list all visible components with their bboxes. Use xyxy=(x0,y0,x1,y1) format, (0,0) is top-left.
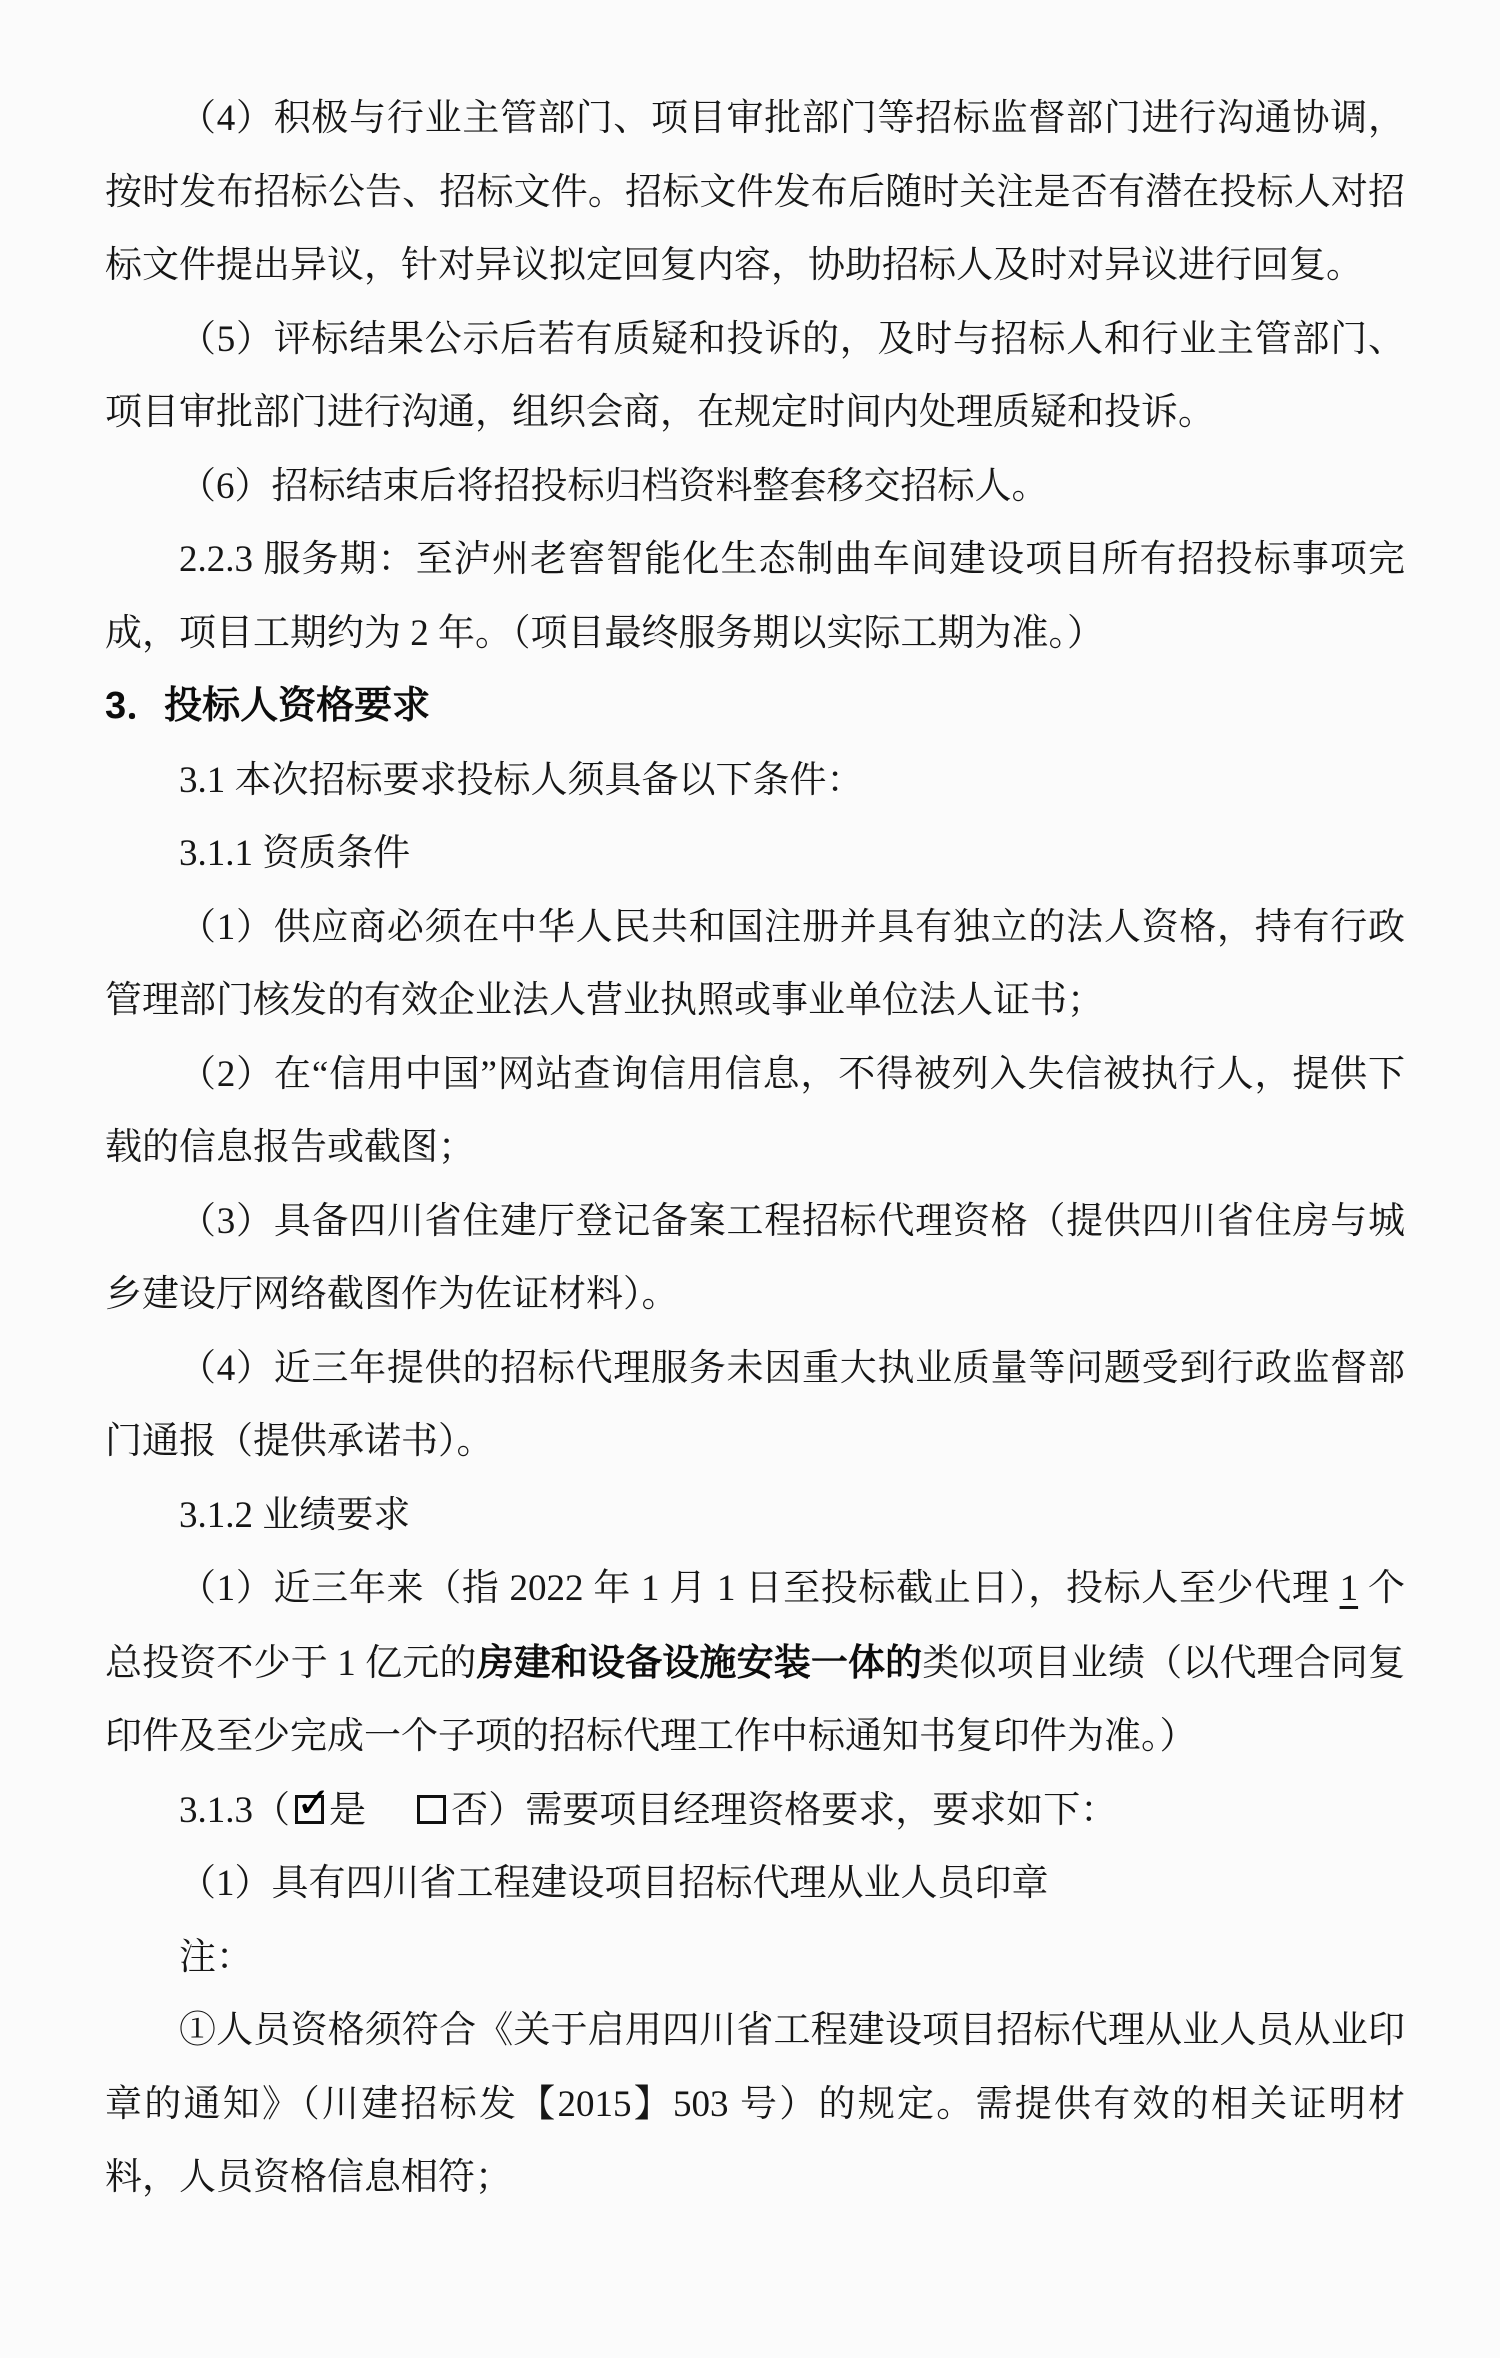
text-run: 3.1.3（ xyxy=(179,1789,290,1831)
paragraph xyxy=(105,1185,1405,1332)
text-run: ①人员资格须符合《关于启用四川省工程建设项目招标代理从业人员从业印章的通知》（川建招标发【2015】503 号）的规定。需提供有效的相关证明材料，人员资格信息相符； xyxy=(105,2010,1405,2198)
text-run: 3.1 本次招标要求投标人须具备以下条件： xyxy=(179,759,864,801)
paragraph xyxy=(105,1479,1405,1553)
section-heading xyxy=(105,670,1405,744)
text-run: （1）具有四川省工程建设项目招标代理从业人员印章 xyxy=(179,1863,1049,1904)
text-run: （5）评标结果公示后若有质疑和投诉的，及时与招标人和行业主管部门、项目审批部门进行沟通，组织会商，在规定时间内处理质疑和投诉。 xyxy=(105,318,1405,433)
paragraph xyxy=(105,1774,1405,1848)
text-run: 3.1.2 业绩要求 xyxy=(179,1494,411,1536)
text-run: （4）积极与行业主管部门、项目审批部门等招标监督部门进行沟通协调，按时发布招标公告、招标文件。招标文件发布后随时关注是否有潜在投标人对招标文件提出异议，针对异议拟定回复内容，协助招标人及时对异议进行回复。 xyxy=(105,98,1405,286)
text-run: （3）具备四川省住建厅登记备案工程招标代理资格（提供四川省住房与城乡建设厅网络截图作为佐证材料）。 xyxy=(105,1200,1405,1315)
paragraph xyxy=(105,1332,1405,1479)
paragraph xyxy=(105,1994,1405,2215)
underlined-text-run: 1 xyxy=(1339,1568,1359,1609)
paragraph xyxy=(105,817,1405,891)
document-body xyxy=(105,82,1405,2215)
paragraph xyxy=(105,744,1405,818)
paragraph xyxy=(105,523,1405,670)
text-run: （2）在“信用中国”网站查询信用信息，不得被列入失信被执行人，提供下载的信息报告或截图； xyxy=(105,1053,1405,1168)
paragraph xyxy=(105,303,1405,450)
text-run: 个总投资不少于 1 亿元的 xyxy=(105,1568,1405,1684)
text-run: （1）近三年来（指 2022 年 1 月 1 日至投标截止日），投标人至少代理 xyxy=(179,1568,1340,1609)
text-run: 是 xyxy=(329,1789,413,1831)
text-run: （1）供应商必须在中华人民共和国注册并具有独立的法人资格，持有行政管理部门核发的有效企业法人营业执照或事业单位法人证书； xyxy=(105,906,1405,1021)
text-run: 注： xyxy=(179,1936,253,1978)
paragraph xyxy=(105,1552,1405,1774)
text-run: 类似项目业绩（以代理合同复印件及至少完成一个子项的招标代理工作中标通知书复印件为准。） xyxy=(105,1642,1406,1757)
paragraph xyxy=(105,450,1405,524)
text-run: （4）近三年提供的招标代理服务未因重大执业质量等问题受到行政监督部门通报（提供承诺书）。 xyxy=(105,1347,1405,1462)
paragraph xyxy=(105,1038,1405,1185)
check-mark-glyph: ✓ xyxy=(296,1777,332,1827)
text-run: 3.1.1 资质条件 xyxy=(179,833,411,874)
paragraph xyxy=(105,82,1405,303)
text-run: 2.2.3 服务期：至泸州老窖智能化生态制曲车间建设项目所有招投标事项完成，项目工期约为 2 年。（项目最终服务期以实际工期为准。） xyxy=(105,539,1405,654)
unchecked-checkbox-icon xyxy=(417,1795,446,1824)
checked-checkbox-icon xyxy=(295,1777,332,1827)
text-run: 3．投标人资格要求 xyxy=(105,685,431,727)
paragraph xyxy=(105,891,1405,1038)
paragraph xyxy=(105,1847,1405,1921)
text-run: （6）招标结束后将招投标归档资料整套移交招标人。 xyxy=(179,465,1049,507)
bold-text-run: 房建和设备设施安装一体的 xyxy=(476,1641,923,1683)
paragraph xyxy=(105,1921,1405,1995)
text-run: 否）需要项目经理资格要求，要求如下： xyxy=(451,1789,1118,1831)
